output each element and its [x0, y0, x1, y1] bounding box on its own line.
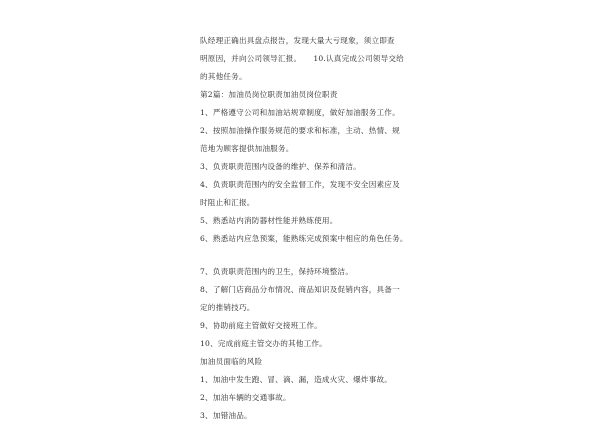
list-item [200, 104, 420, 122]
list-item [200, 371, 420, 389]
paragraph-gap [200, 248, 420, 263]
line-text: 9、协助前庭主管做好交接班工作。 [200, 321, 322, 330]
line-text: 10、完成前庭主管交办的其他工作。 [200, 339, 327, 348]
line-text: 队经理正确出具盘点报告，发现大量大亏现象，须立即查 [200, 36, 395, 45]
line-text: 8、了解门店商品分布情况、商品知识及促销内容，具备一 [200, 285, 400, 294]
line-text-tail: 10.认真完成公司领导交给 [313, 54, 404, 63]
list-item [200, 263, 420, 281]
line-text: 7、负责职责范围内的卫生，保持环境整洁。 [200, 267, 354, 276]
text-line [200, 50, 420, 68]
list-item [200, 407, 420, 425]
line-text: 的其他任务。 [200, 72, 247, 81]
line-text: 1、加油中发生跑、冒、滴、漏，造成火灾、爆炸事故。 [200, 375, 393, 384]
document-body [200, 32, 420, 425]
list-item [200, 389, 420, 407]
line-text: 时阻止和汇报。 [200, 198, 255, 207]
list-item-continued [200, 299, 420, 317]
list-item [200, 158, 420, 176]
list-item [200, 122, 420, 140]
list-item-continued [200, 194, 420, 212]
line-text: 3、加错油品。 [200, 411, 252, 420]
line-text: 4、负责职责范围内的安全监督工作，发现不安全因素应及 [200, 180, 400, 189]
text-line [200, 68, 420, 86]
line-text: 6、熟悉站内应急预案，能熟练完成预案中相应的角色任务。 [200, 234, 408, 243]
line-text: 2、按照加油操作服务规范的要求和标准，主动、热情、规 [200, 126, 400, 135]
list-item [200, 230, 420, 248]
section-heading [200, 353, 420, 371]
section-heading [200, 86, 420, 104]
list-item [200, 317, 420, 335]
line-text: 明原因，并向公司领导汇报。 [200, 54, 302, 63]
line-text: 5、熟悉站内消防器材性能并熟练使用。 [200, 216, 338, 225]
list-item [200, 176, 420, 194]
line-text: 定的推销技巧。 [200, 303, 255, 312]
text-line [200, 32, 420, 50]
line-text: 范地为顾客提供加油服务。 [200, 144, 294, 153]
list-item [200, 335, 420, 353]
list-item [200, 212, 420, 230]
heading-text: 加油员面临的风险 [200, 357, 263, 366]
line-text: 2、加油车辆的交通事故。 [200, 393, 291, 402]
list-item [200, 281, 420, 299]
line-text: 3、负责职责范围内设备的维护、保养和清洁。 [200, 162, 361, 171]
list-item-continued [200, 140, 420, 158]
line-text: 1、严格遵守公司和加油站规章制度，做好加油服务工作。 [200, 108, 400, 117]
heading-text: 第2篇：加油员岗位职责加油员岗位职责 [200, 90, 338, 99]
